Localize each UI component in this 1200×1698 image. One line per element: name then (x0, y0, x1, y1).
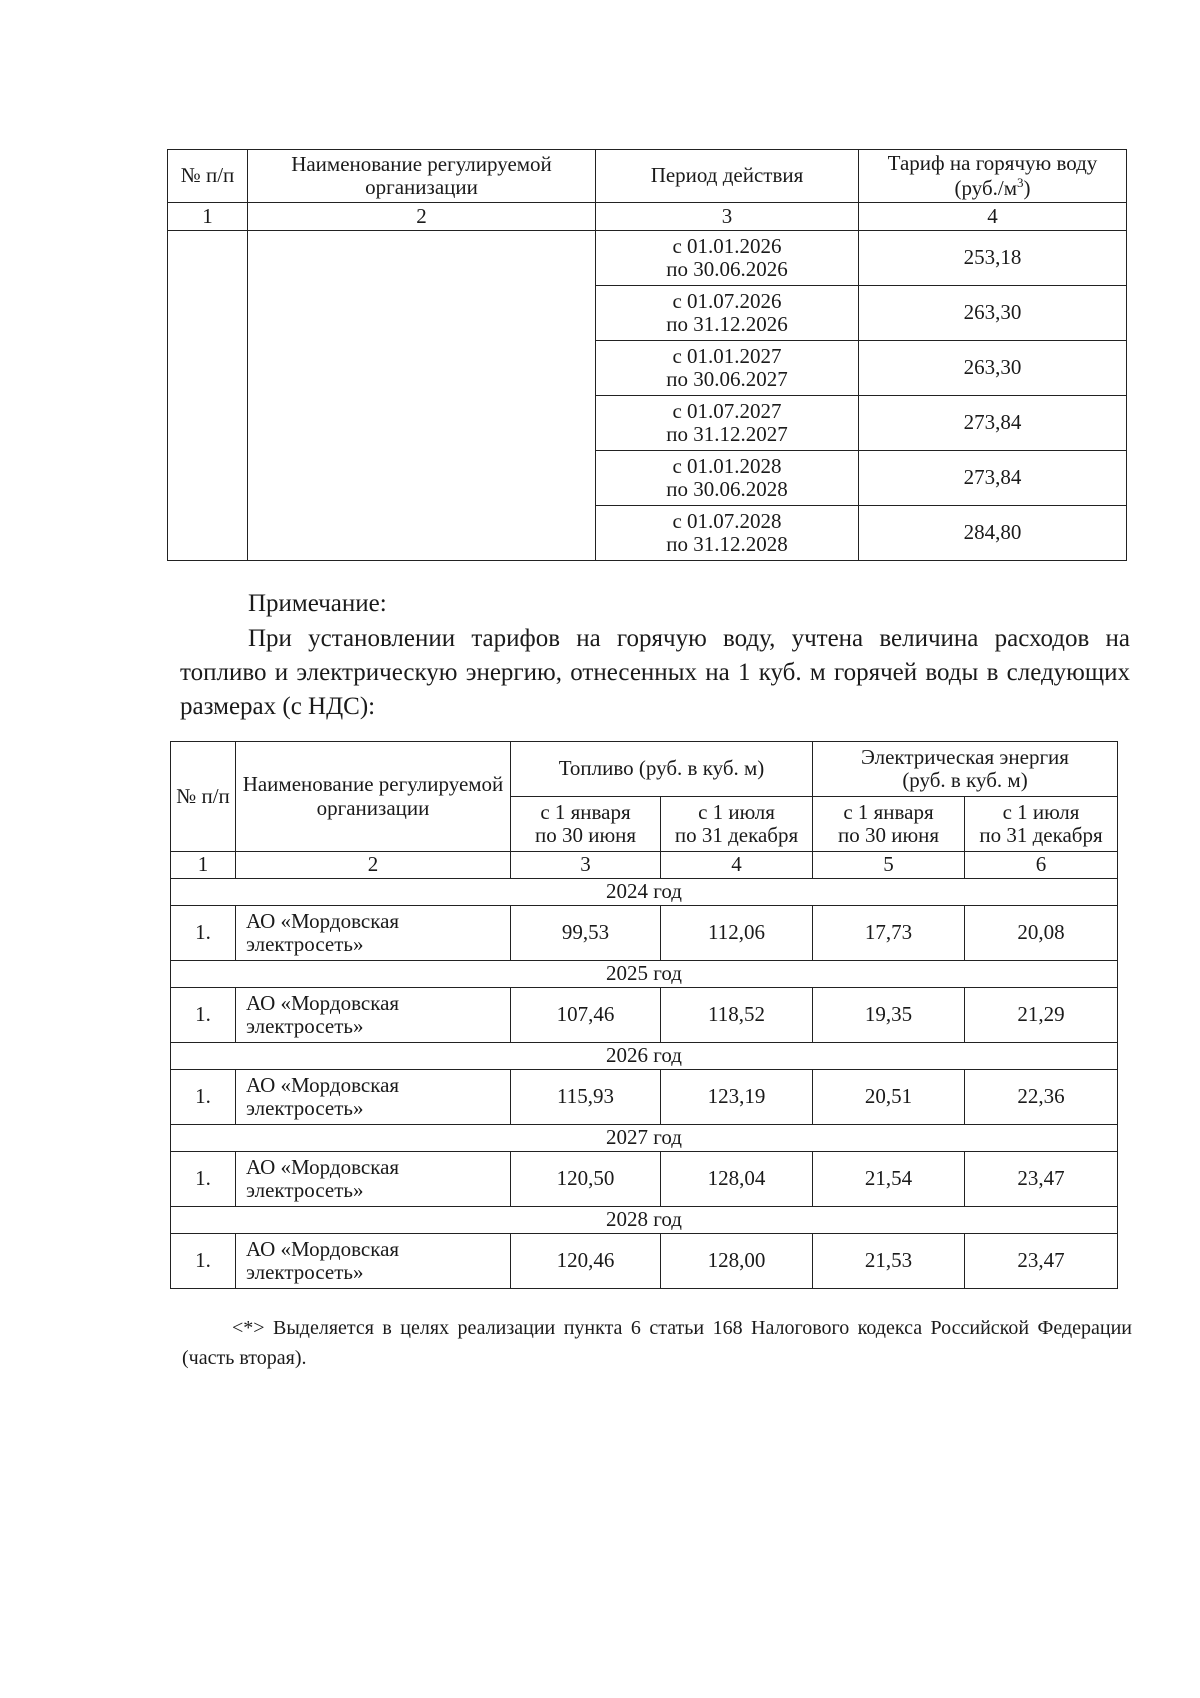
header-tariff-sup: 3 (1017, 174, 1024, 190)
header-tariff-unit: (руб./м (954, 175, 1017, 200)
fuel-h2-value: 128,00 (661, 1234, 813, 1289)
header-electricity-line2: (руб. в куб. м) (902, 768, 1028, 792)
fuel-h1-value: 99,53 (511, 906, 661, 961)
subheader-line2: по 30 июня (534, 823, 637, 847)
year-row (171, 1207, 1118, 1234)
year-row (171, 879, 1118, 906)
header-num: № п/п (168, 150, 248, 203)
table-row (168, 231, 1127, 286)
period-from: с 01.07.2027 (672, 398, 782, 423)
hot-water-tariff-table (167, 149, 1127, 561)
period-cell (596, 341, 859, 396)
header-tariff-close: ) (1023, 175, 1031, 200)
col-number: 3 (596, 203, 859, 231)
table-row (171, 1070, 1118, 1125)
period-from: с 01.01.2026 (672, 233, 782, 258)
note-body: При установлении тарифов на горячую воду, учтена величина расходов на топливо и электрическую энергию, отнесенных на 1 куб. м горячей воды в следующих размерах (с НДС): (180, 625, 1130, 720)
header-fuel-jan-jun (511, 797, 661, 852)
subheader-line2: по 30 июня (837, 823, 940, 847)
org-name-line1: АО «Мордовская (246, 1154, 400, 1179)
org-name-line2: электросеть» (246, 932, 364, 956)
table-header-row (171, 742, 1118, 797)
note-title: Примечание: (248, 590, 387, 617)
period-to: по 30.06.2026 (666, 257, 788, 281)
tariff-cell: 263,30 (859, 341, 1127, 396)
org-name-line1: АО «Мордовская (246, 990, 400, 1015)
period-to: по 30.06.2027 (666, 367, 788, 391)
row-num: 1. (171, 988, 236, 1043)
fuel-h2-value: 112,06 (661, 906, 813, 961)
header-fuel-jul-dec (661, 797, 813, 852)
header-org: Наименование регулируемой организации (236, 742, 511, 852)
year-label: 2028 год (171, 1207, 1118, 1234)
subheader-line2: по 31 декабря (674, 823, 799, 847)
fuel-h2-value: 123,19 (661, 1070, 813, 1125)
year-label: 2027 год (171, 1125, 1118, 1152)
fuel-electricity-cost-table (170, 741, 1118, 1289)
tariff-cell: 284,80 (859, 506, 1127, 561)
header-elec-jul-dec (965, 797, 1118, 852)
elec-h1-value: 17,73 (813, 906, 965, 961)
col-number: 3 (511, 852, 661, 879)
elec-h2-value: 20,08 (965, 906, 1118, 961)
col-number: 2 (236, 852, 511, 879)
year-row (171, 1125, 1118, 1152)
period-to: по 31.12.2028 (666, 532, 788, 556)
year-label: 2026 год (171, 1043, 1118, 1070)
year-row (171, 1043, 1118, 1070)
org-name (236, 988, 511, 1043)
fuel-h1-value: 107,46 (511, 988, 661, 1043)
org-name-line1: АО «Мордовская (246, 1072, 400, 1097)
header-elec-jan-jun (813, 797, 965, 852)
period-to: по 31.12.2027 (666, 422, 788, 446)
period-cell (596, 286, 859, 341)
elec-h1-value: 21,54 (813, 1152, 965, 1207)
col-number: 2 (248, 203, 596, 231)
period-from: с 01.01.2028 (672, 453, 782, 478)
table-header-row (168, 150, 1127, 203)
subheader-line1: с 1 января (540, 799, 631, 824)
year-label: 2025 год (171, 961, 1118, 988)
elec-h2-value: 21,29 (965, 988, 1118, 1043)
year-row (171, 961, 1118, 988)
fuel-h1-value: 120,46 (511, 1234, 661, 1289)
period-cell (596, 396, 859, 451)
elec-h2-value: 23,47 (965, 1152, 1118, 1207)
org-name (236, 1152, 511, 1207)
period-cell (596, 231, 859, 286)
fuel-h2-value: 118,52 (661, 988, 813, 1043)
table-row (171, 1152, 1118, 1207)
subheader-line2: по 31 декабря (979, 823, 1103, 847)
subheader-line1: с 1 января (843, 799, 934, 824)
org-name-line2: электросеть» (246, 1014, 364, 1038)
org-name-line1: АО «Мордовская (246, 1236, 400, 1261)
row-num: 1. (171, 1234, 236, 1289)
tariff-cell: 253,18 (859, 231, 1127, 286)
period-from: с 01.07.2028 (672, 508, 782, 533)
org-name-line2: электросеть» (246, 1260, 364, 1284)
subheader-line1: с 1 июля (1002, 799, 1080, 824)
row-num: 1. (171, 1070, 236, 1125)
row-num: 1. (171, 906, 236, 961)
row-num: 1. (171, 1152, 236, 1207)
period-cell (596, 451, 859, 506)
empty-org-cell (248, 231, 596, 561)
col-number: 6 (965, 852, 1118, 879)
org-name (236, 1234, 511, 1289)
fuel-h1-value: 120,50 (511, 1152, 661, 1207)
elec-h1-value: 21,53 (813, 1234, 965, 1289)
col-number: 4 (859, 203, 1127, 231)
year-label: 2024 год (171, 879, 1118, 906)
column-number-row (168, 203, 1127, 231)
elec-h1-value: 20,51 (813, 1070, 965, 1125)
org-name-line2: электросеть» (246, 1096, 364, 1120)
elec-h2-value: 23,47 (965, 1234, 1118, 1289)
header-electricity-line1: Электрическая энергия (861, 744, 1069, 769)
tariff-cell: 273,84 (859, 451, 1127, 506)
fuel-h1-value: 115,93 (511, 1070, 661, 1125)
header-electricity (813, 742, 1118, 797)
org-name-line2: электросеть» (246, 1178, 364, 1202)
org-name-line1: АО «Мордовская (246, 908, 400, 933)
period-to: по 31.12.2026 (666, 312, 788, 336)
header-fuel: Топливо (руб. в куб. м) (511, 742, 813, 797)
period-from: с 01.01.2027 (672, 343, 782, 368)
elec-h2-value: 22,36 (965, 1070, 1118, 1125)
subheader-line1: с 1 июля (698, 799, 775, 824)
period-to: по 30.06.2028 (666, 477, 788, 501)
table-row (171, 988, 1118, 1043)
col-number: 4 (661, 852, 813, 879)
table-row (171, 906, 1118, 961)
fuel-h2-value: 128,04 (661, 1152, 813, 1207)
elec-h1-value: 19,35 (813, 988, 965, 1043)
header-tariff (859, 150, 1127, 203)
col-number: 5 (813, 852, 965, 879)
header-num: № п/п (171, 742, 236, 852)
period-from: с 01.07.2026 (672, 288, 782, 313)
org-name (236, 1070, 511, 1125)
org-name (236, 906, 511, 961)
header-tariff-main: Тариф на горячую воду (887, 151, 1098, 176)
period-cell (596, 506, 859, 561)
column-number-row (171, 852, 1118, 879)
col-number: 1 (168, 203, 248, 231)
empty-num-cell (168, 231, 248, 561)
header-period: Период действия (596, 150, 859, 203)
footnote: <*> Выделяется в целях реализации пункта 6 статьи 168 Налогового кодекса Российской Федерации (часть вторая). (182, 1317, 1132, 1369)
col-number: 1 (171, 852, 236, 879)
table-row (171, 1234, 1118, 1289)
tariff-cell: 263,30 (859, 286, 1127, 341)
header-org: Наименование регулируемой организации (248, 150, 596, 203)
tariff-cell: 273,84 (859, 396, 1127, 451)
